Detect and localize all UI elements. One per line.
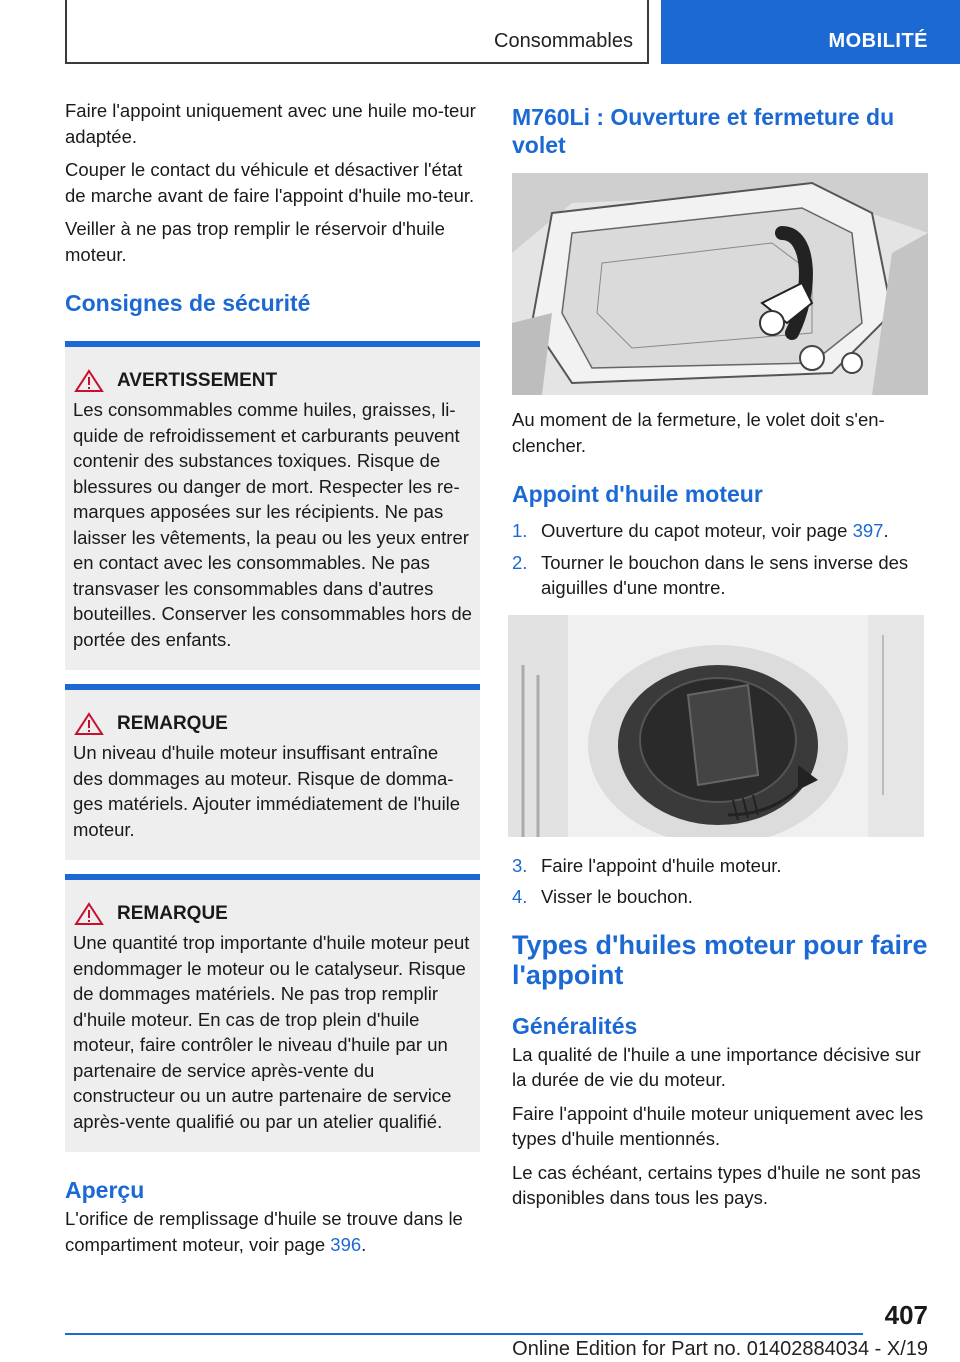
header-section-title: Consommables: [494, 30, 633, 52]
list-item: [512, 550, 928, 601]
oil-cap-illustration: [508, 615, 924, 837]
warning-box-1: [65, 341, 480, 670]
header-section-tab: [65, 0, 649, 64]
general-heading: Généralités: [512, 1012, 638, 1039]
overview-heading: Aperçu: [65, 1177, 145, 1203]
list-item: [512, 853, 928, 879]
m760-paragraph: Au moment de la fermeture, le volet doit s'en-clencher.: [512, 409, 885, 456]
warning-title-3: REMARQUE: [117, 903, 228, 924]
warning-text-3: Une quantité trop importante d'huile moteur peut endommager le moteur ou le catalyseur. Risque de dommages matériels. Ne pas trop remplir d'huile moteur. En cas de trop plein d'huile moteur, faire contrôler le niveau d'huile par un partenaire de service après-vente du constructeur ou un autre partenaire de service après-vente qualifié ou par un atelier qualifié.: [73, 932, 470, 1132]
intro-paragraph-3: Veiller à ne pas trop remplir le réservoir d'huile moteur.: [65, 218, 445, 265]
list-item: [512, 884, 928, 910]
intro-paragraph-1: Faire l'appoint uniquement avec une huile mo-teur adaptée.: [65, 100, 476, 147]
warning-box-3: [65, 874, 480, 1152]
step-text-end: .: [883, 520, 889, 541]
appoint-heading: Appoint d'huile moteur: [512, 481, 763, 507]
warning-triangle-icon: [73, 712, 105, 736]
header-chapter-title: MOBILITÉ: [828, 30, 928, 52]
warning-title-1: AVERTISSEMENT: [117, 370, 278, 391]
warning-title-2: REMARQUE: [117, 713, 228, 734]
step-number: 2.: [512, 551, 528, 573]
step-number: 1.: [512, 520, 528, 541]
footer-divider: [65, 1333, 863, 1335]
types-heading: Types d'huiles moteur pour faire l'appoint: [512, 929, 928, 990]
safety-heading: Consignes de sécurité: [65, 290, 311, 316]
general-paragraph-2: Faire l'appoint d'huile moteur uniquement avec les types d'huile mentionnés.: [512, 1102, 924, 1149]
right-column: [512, 98, 928, 1219]
intro-paragraph-2: Couper le contact du véhicule et désactiver l'état de marche avant de faire l'appoint d'huile mo-teur.: [65, 159, 475, 206]
header-chapter-tab[interactable]: [661, 0, 960, 64]
overview-paragraph: [65, 1206, 480, 1257]
step-text: Visser le bouchon.: [541, 886, 693, 907]
warning-triangle-icon: [73, 902, 105, 926]
warning-text-1: Les consommables comme huiles, graisses, li-quide de refroidissement et carburants peuvent contenir des substances toxiques. Risque de blessures ou danger de mort. Respecter les re-marques apposées sur les récipients. Ne pas laisser les vêtements, la peau ou les yeux entrer en contact avec les consommables. Ne pas transvaser les consommables dans d'autres bouteilles. Conserver les consommables hors de portée des enfants.: [73, 399, 472, 650]
step-text: Faire l'appoint d'huile moteur.: [541, 854, 782, 876]
steps-list-b: [512, 853, 928, 910]
page-link-397[interactable]: 397: [852, 520, 884, 541]
warning-triangle-icon: [73, 369, 105, 393]
general-paragraph-1: La qualité de l'huile a une importance décisive sur la durée de vie du moteur.: [512, 1043, 921, 1090]
general-paragraph-3: Le cas échéant, certains types d'huile ne sont pas disponibles dans tous les pays.: [512, 1161, 921, 1208]
m760-heading: M760Li : Ouverture et fermeture du volet: [512, 104, 895, 158]
page-number: 407: [884, 1300, 928, 1330]
edition-text: Online Edition for Part no. 01402884034 - X/19: [512, 1338, 928, 1360]
step-text-body: Ouverture du capot moteur, voir page: [541, 520, 853, 541]
warning-box-2: [65, 684, 480, 860]
page-link-396[interactable]: 396: [330, 1233, 362, 1255]
step-text: Tourner le bouchon dans le sens inverse des aiguilles d'une montre.: [541, 551, 909, 598]
warning-text-2: Un niveau d'huile moteur insuffisant entraîne des dommages au moteur. Risque de domma-ges matériels. Ajouter immédiatement de l'huile moteur.: [73, 742, 461, 840]
engine-cover-image: [512, 173, 928, 395]
step-text: [541, 518, 889, 544]
step-number: 3.: [512, 854, 528, 876]
list-item: [512, 518, 928, 544]
left-column: [65, 98, 480, 1265]
engine-cover-illustration: [512, 173, 928, 395]
overview-text: L'orifice de remplissage d'huile se trouve dans le compartiment moteur, voir page: [65, 1208, 463, 1255]
overview-end: .: [361, 1233, 367, 1255]
step-number: 4.: [512, 886, 528, 907]
steps-list-a: [512, 518, 928, 601]
oil-cap-image: [508, 615, 924, 837]
